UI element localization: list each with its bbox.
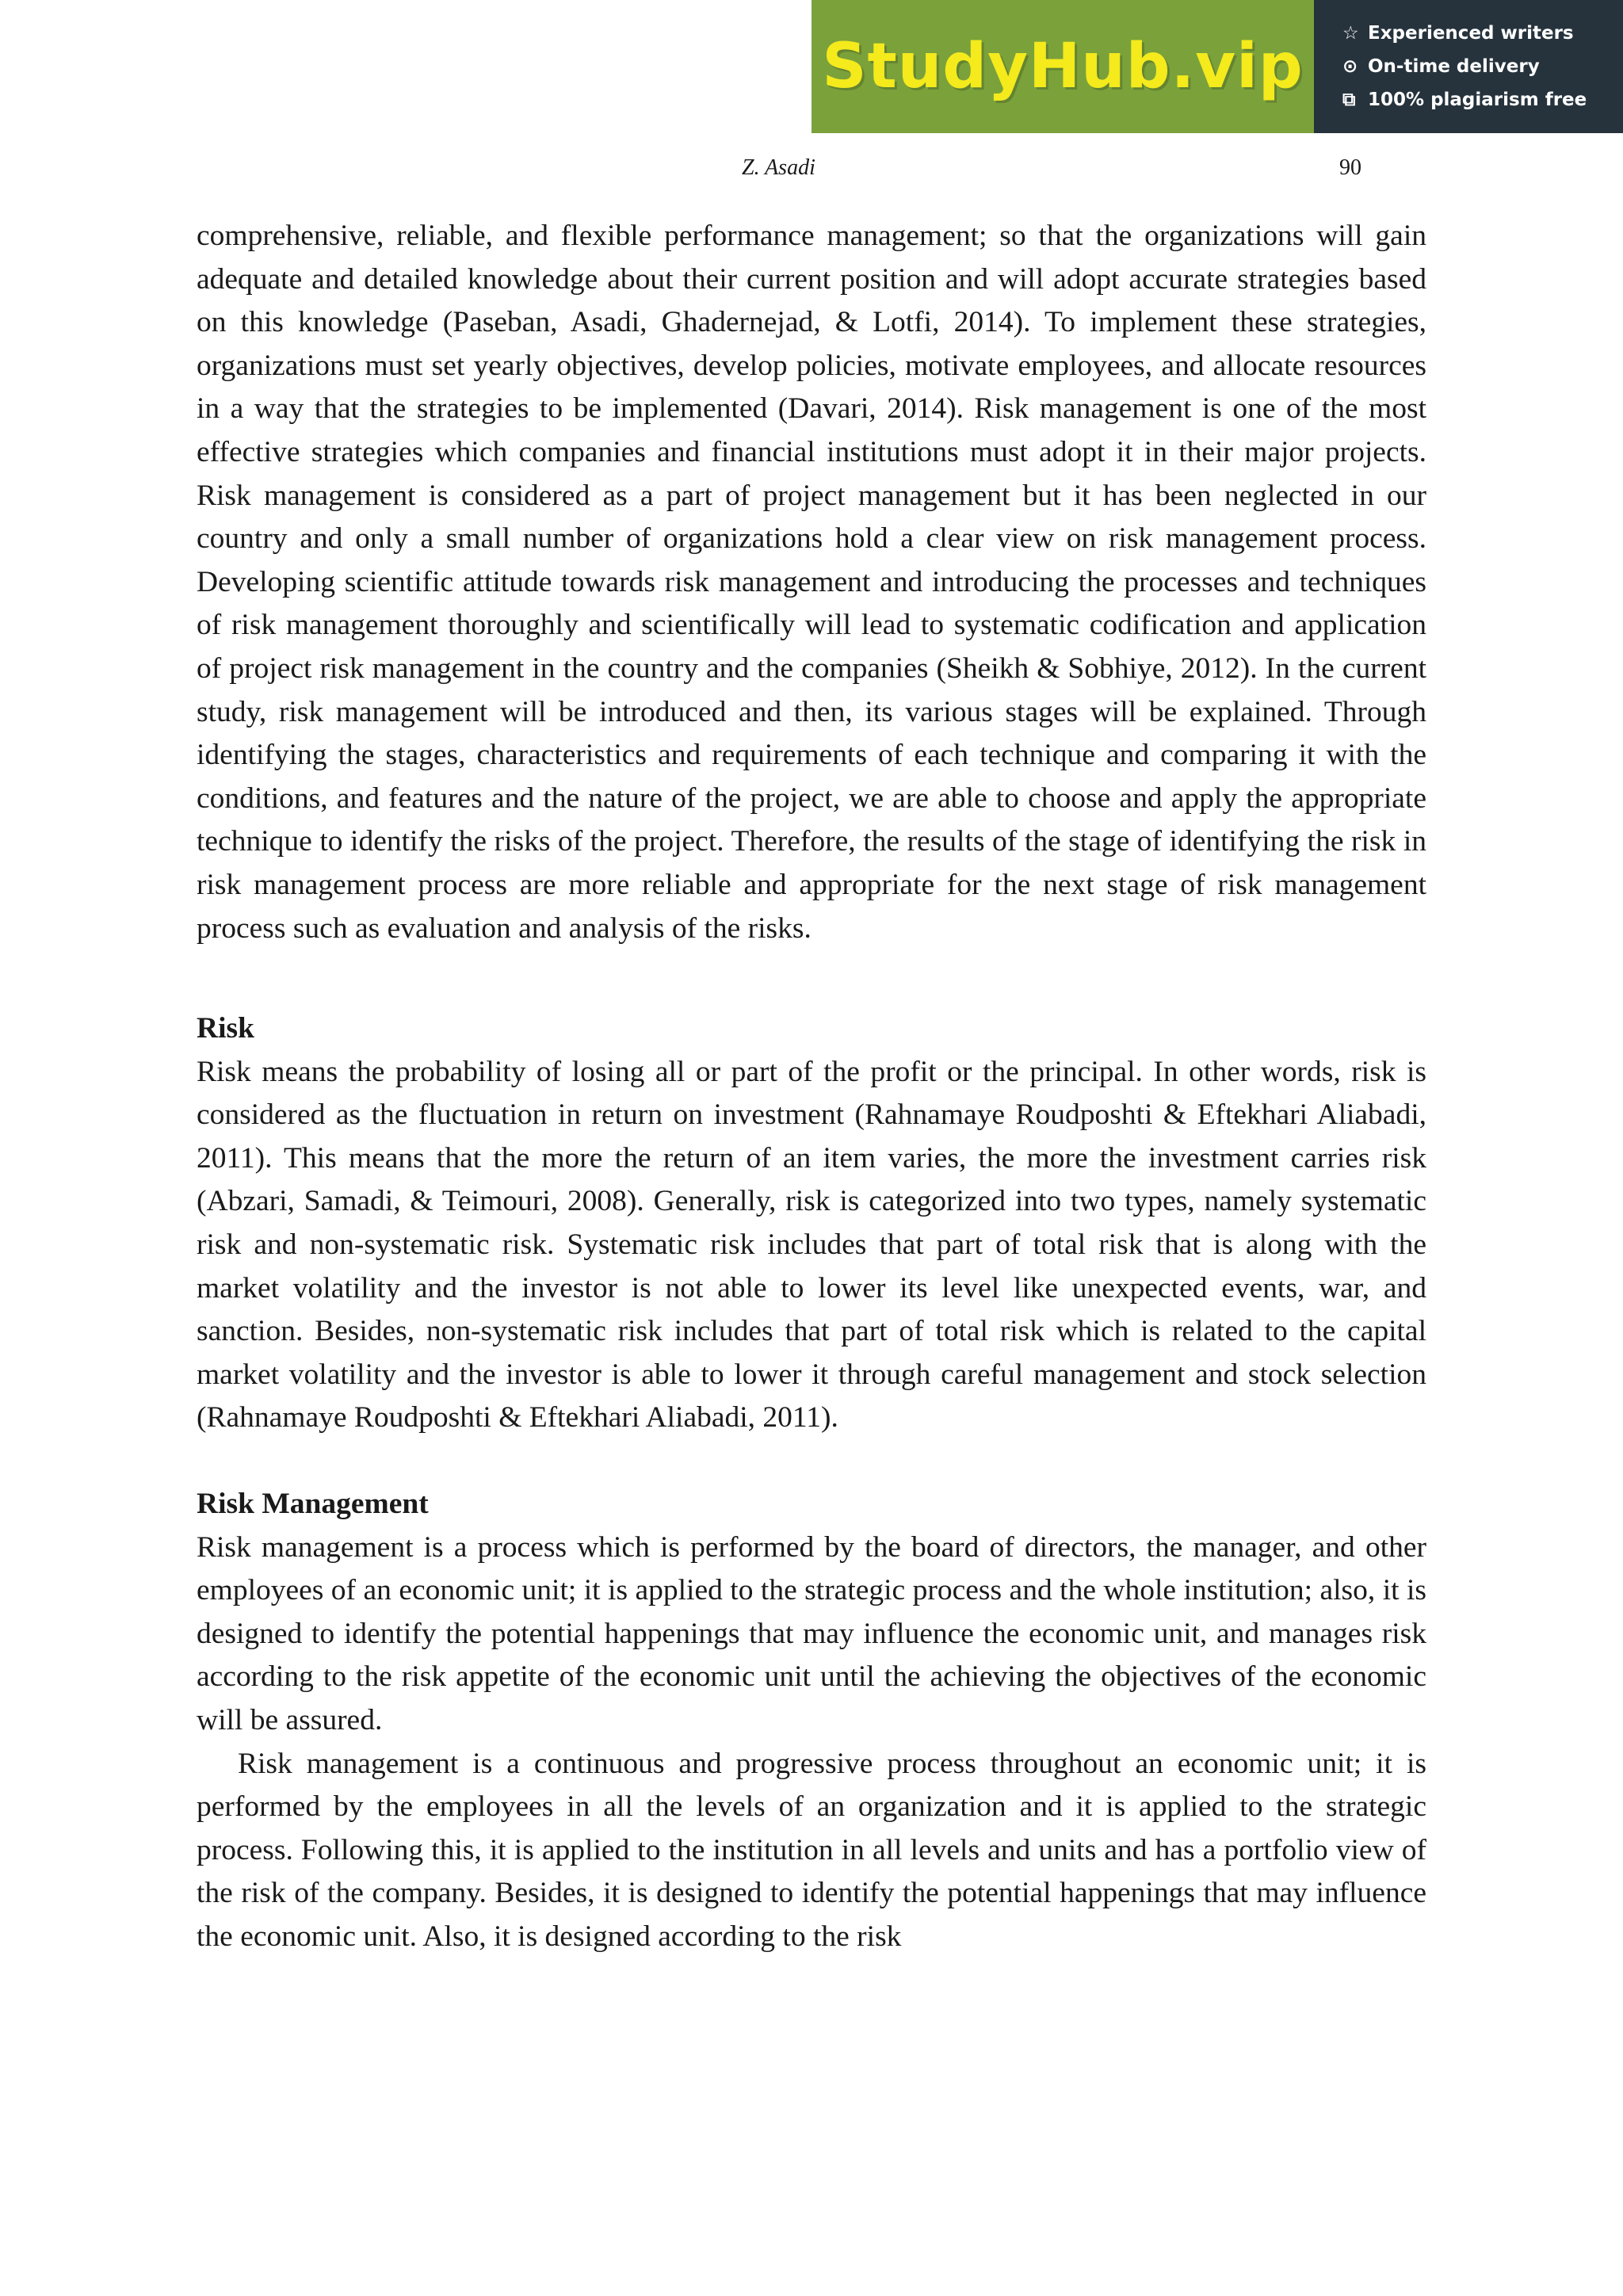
feature-label: Experienced writers (1368, 23, 1574, 44)
studyhub-logo[interactable] (812, 0, 1314, 133)
running-header (0, 155, 1623, 187)
risk-paragraph: Risk means the probability of losing all or part of the profit or the principal. In other words, risk is considered as the fluctuation in return on investment (Rahnamaye Roudposhti & Eftekhari Aliabadi, 2011). This means that the more the return of an item varies, the more the investment carries risk (Abzari, Samadi, & Teimouri, 2008). Generally, risk is categorized into two types, namely systematic risk and non-systematic risk. Systematic risk includes that part of total risk that is along with the market volatility and the investor is not able to lower its level like unexpected events, war, and sanction. Besides, non-systematic risk includes that part of total risk which is related to the capital market volatility and the investor is able to lower it through careful management and stock selection (Rahnamaye Roudposhti & Eftekhari Aliabadi, 2011). (197, 1055, 1426, 1435)
section-heading-risk-management: Risk Management (197, 1488, 429, 1521)
banner-features (1314, 0, 1623, 133)
risk-management-paragraph-1: Risk management is a process which is performed by the board of directors, the manager, and other employees of an economic unit; it is applied to the strategic process and the whole institution; also, it is designed to identify the potential happenings that may influence the economic unit, and manages risk according to the risk appetite of the economic unit until the achieving the objectives of the economic will be assured. (197, 1530, 1426, 1736)
feature-plagiarism-free (1342, 83, 1623, 117)
section-spacer (197, 1440, 1426, 1483)
feature-on-time-delivery (1342, 50, 1623, 83)
feature-experienced-writers (1342, 17, 1623, 50)
studyhub-banner[interactable] (812, 0, 1623, 133)
feature-label: On-time delivery (1368, 56, 1540, 77)
clock-icon: ⊙ (1342, 56, 1358, 77)
section-heading-risk: Risk (197, 1012, 254, 1045)
running-author: Z. Asadi (742, 155, 815, 180)
feature-label: 100% plagiarism free (1368, 90, 1587, 110)
article-body (197, 215, 1426, 1959)
intro-paragraph: comprehensive, reliable, and flexible performance management; so that the organizations will gain adequate and detailed knowledge about their current position and will adopt accurate strategies based on this knowledge (Paseban, Asadi, Ghadernejad, & Lotfi, 2014). To implement these strategies, organizations must set yearly objectives, develop policies, motivate employees, and allocate resources in a way that the strategies to be implemented (Davari, 2014). Risk management is one of the most effective strategies which companies and financial institutions must adopt it in their major projects. Risk management is considered as a part of project management but it has been neglected in our country and only a small number of organizations hold a clear view on risk management process. Developing scientific attitude towards risk management and introducing the processes and techniques of risk management thoroughly and scientifically will lead to systematic codification and application of project risk management in the country and the companies (Sheikh & Sobhiye, 2012). In the current study, risk management will be introduced and then, its various stages will be explained. Through identifying the stages, characteristics and requirements of each technique and comparing it with the conditions, and features and the nature of the project, we are able to choose and apply the appropriate technique to identify the risks of the project. Therefore, the results of the stage of identifying the risk in risk management process are more reliable and appropriate for the next stage of risk management process such as evaluation and analysis of the risks. (197, 220, 1426, 945)
risk-management-paragraph-2: Risk management is a continuous and progressive process throughout an economic unit; it is performed by the employees in all the levels of an organization and it is applied to the strategic process. Following this, it is applied to the institution in all levels and units and has a portfolio view of the risk of the company. Besides, it is designed to identify the potential happenings that may influence the economic unit. Also, it is designed according to the risk (197, 1747, 1426, 1953)
copy-icon: ⧉ (1342, 90, 1356, 110)
logo-text: StudyHub.vip (822, 31, 1304, 102)
section-spacer (197, 950, 1426, 1007)
page-number: 90 (1339, 155, 1361, 180)
star-icon: ☆ (1342, 23, 1359, 44)
